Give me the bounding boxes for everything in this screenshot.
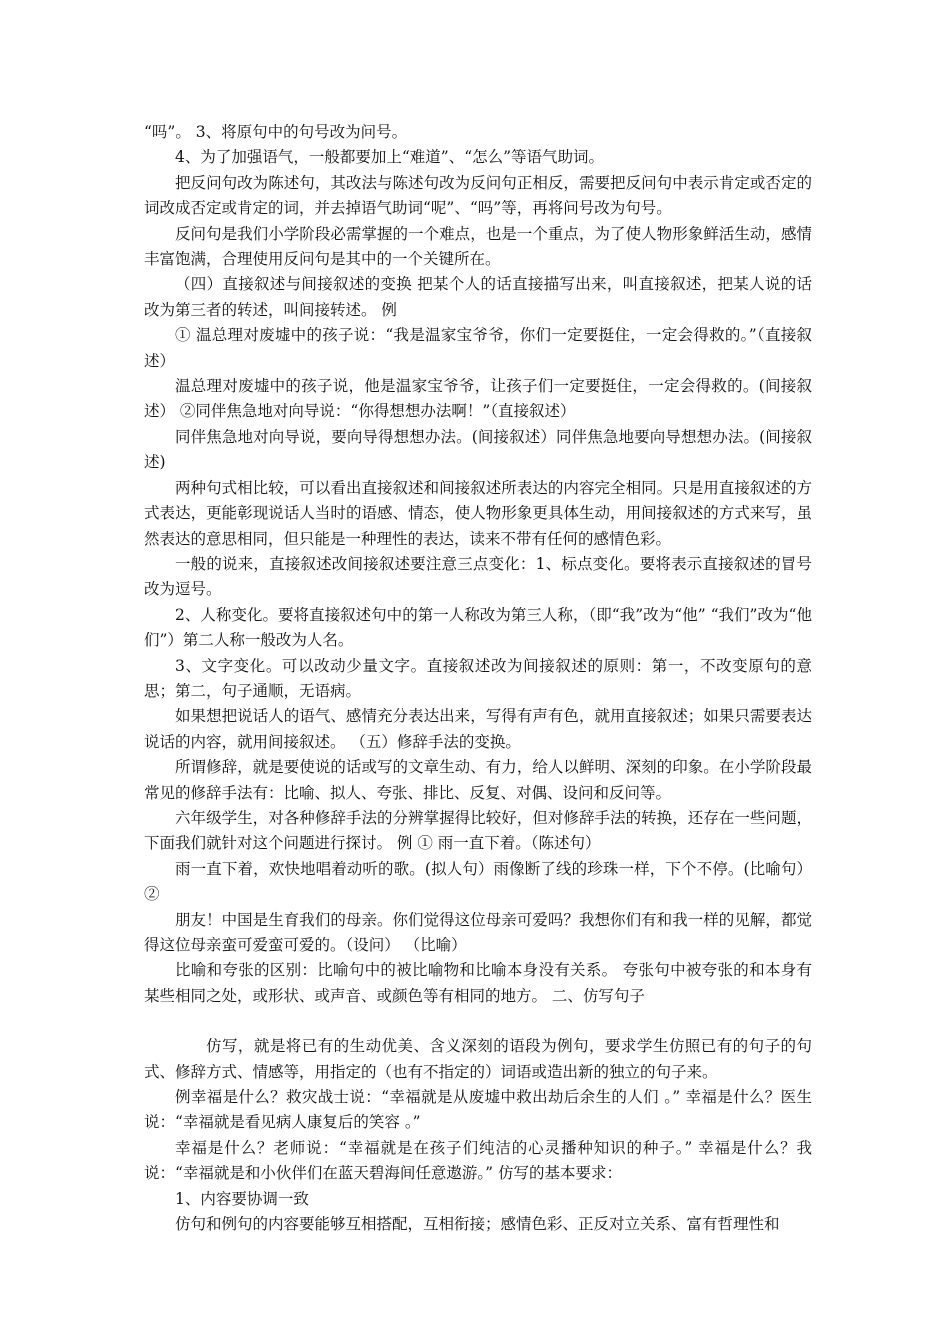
paragraph-18: 比喻和夸张的区别：比喻句中的被比喻物和比喻本身没有关系。 夸张句中被夸张的和本身有某些相同之处，或形状、或声音、或颜色等有相同的地方。 二、仿写句子 [144,961,812,1005]
paragraph-20: 例幸福是什么？救灾战士说：“幸福就是从废墟中救出劫后余生的人们 。” 幸福是什么？医生说：“幸福就是看见病人康复后的笑容 。” [144,1088,812,1132]
paragraph-12: 3、文字变化。可以改动少量文字。直接叙述改为间接叙述的原则：第一，不改变原句的意思；第二，句子通顺，无语病。 [144,656,812,700]
paragraph-17: 朋友！中国是生育我们的母亲。你们觉得这位母亲可爱吗？我想你们有和我一样的见解，都觉得这位母亲蛮可爱蛮可爱的。（设问） （比喻） [144,910,812,954]
paragraph-11: 2、人称变化。要将直接叙述句中的第一人称改为第三人称，（即“我”改为“他” “我们”改为“他们”）第二人称一般改为人名。 [144,605,812,650]
paragraph-4: 反问句是我们小学阶段必需掌握的一个难点，也是一个重点，为了使人物形象鲜活生动，感情丰富饱满，合理使用反问句是其中的一个关键所在。 [144,224,812,269]
paragraph-15: 六年级学生，对各种修辞手法的分辨掌握得比较好，但对修辞手法的转换，还存在一些问题，下面我们就针对这个问题进行探讨。 例 ① 雨一直下着。（陈述句） [144,808,812,853]
paragraph-22: 1、内容要协调一致 [175,1189,309,1208]
paragraph-14: 所谓修辞，就是要使说的话或写的文章生动、有力，给人以鲜明、深刻的印象。在小学阶段最常见的修辞手法有：比喻、拟人、夸张、排比、反复、对偶、设问和反问等。 [144,758,812,802]
paragraph-13: 如果想把说话人的语气、感情充分表达出来，写得有声有色，就用直接叙述；如果只需要表达说话的内容，就用间接叙述。 （五）修辞手法的变换。 [144,707,812,751]
paragraph-23: 仿句和例句的内容要能够互相搭配，互相衔接；感情色彩、正反对立关系、富有哲理性和 [175,1215,780,1234]
paragraph-16: 雨一直下着，欢快地唱着动听的歌。(拟人句）雨像断了线的珍珠一样，下个不停。(比喻句） ② [144,859,812,904]
document-body [144,120,812,1237]
paragraph-5: （四）直接叙述与间接叙述的变换 把某个人的话直接描写出来，叫直接叙述，把某人说的话改为第三者的转述，叫间接转述。 例 [144,275,812,319]
paragraph-9: 两种句式相比较，可以看出直接叙述和间接叙述所表达的内容完全相同。只是用直接叙述的方式表达，更能彰现说话人当时的语感、情态，使人物形象更具体生动，用间接叙述的方式来写，虽然表达的意思相同，但只能是一种理性的表达，读来不带有任何的感情色彩。 [144,478,812,548]
paragraph-2: 4、为了加强语气，一般都要加上“难道”、“怎么”等语气助词。 [175,148,605,167]
paragraph-1: “吗”。 3、将原句中的句号改为问号。 [144,123,408,141]
paragraph-8: 同伴焦急地对向导说，要向导得想想办法。(间接叙述）同伴焦急地要向导想想办法。(间接叙述) [144,427,812,472]
paragraph-3: 把反问句改为陈述句，其改法与陈述句改为反问句正相反，需要把反问句中表示肯定或否定的词改成否定或肯定的词，并去掉语气助词“呢”、“吗”等，再将问号改为句号。 [144,173,812,218]
paragraph-21: 幸福是什么？老师说：“幸福就是在孩子们纯洁的心灵播种知识的种子。” 幸福是什么？我说：“幸福就是和小伙伴们在蓝天碧海间任意遨游。” 仿写的基本要求： [144,1138,812,1183]
blank-line [144,1009,812,1034]
paragraph-6: ① 温总理对废墟中的孩子说：“我是温家宝爷爷，你们一定要挺住，一定会得救的。”（直接叙述） [144,326,812,370]
paragraph-7: 温总理对废墟中的孩子说，他是温家宝爷爷，让孩子们一定要挺住，一定会得救的。(间接叙述） ②同伴焦急地对向导说：“你得想想办法啊！”（直接叙述） [144,377,812,421]
paragraph-19: 仿写，就是将已有的生动优美、含义深刻的语段为例句，要求学生仿照已有的句子的句式、修辞方式、情感等，用指定的（也有不指定的）词语或造出新的独立的句子来。 [144,1037,812,1081]
paragraph-10: 一般的说来，直接叙述改间接叙述要注意三点变化：1、标点变化。要将表示直接叙述的冒号改为逗号。 [144,554,812,599]
